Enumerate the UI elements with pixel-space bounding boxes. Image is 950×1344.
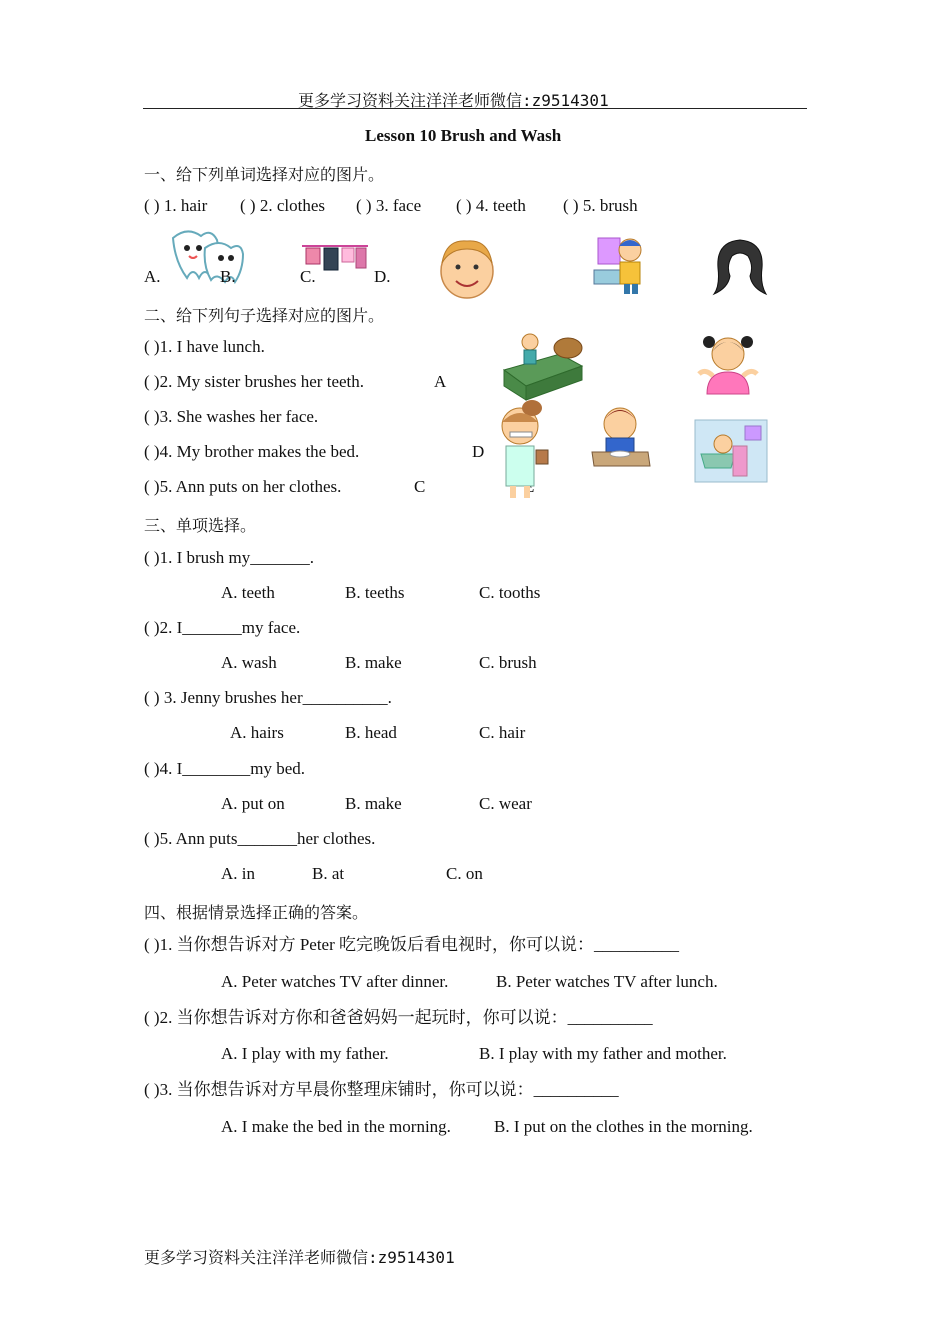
label-d: D. <box>374 267 391 286</box>
section-3-heading: 三、单项选择。 <box>144 516 257 535</box>
sentence-item-3: ( )3. She washes her face. <box>144 407 319 426</box>
label-b: B. <box>220 267 236 286</box>
scenario-option-3a: A. I make the bed in the morning. <box>221 1117 451 1136</box>
mc-option-1a: A. teeth <box>221 583 275 602</box>
put-on-clothes-picture-icon <box>693 330 763 398</box>
section-1-heading: 一、给下列单词选择对应的图片。 <box>144 165 385 184</box>
word-item-teeth: ( ) 4. teeth <box>456 196 526 215</box>
mc-option-4c: C. wear <box>479 794 532 813</box>
mc-option-2b: B. make <box>345 653 402 672</box>
mc-option-5b: B. at <box>312 864 345 883</box>
mc-option-2a: A. wash <box>221 653 277 672</box>
scenario-option-3b: B. I put on the clothes in the morning. <box>494 1117 753 1136</box>
sentence-item-1: ( )1. I have lunch. <box>144 337 265 356</box>
label-c: C. <box>300 267 316 286</box>
mc-question-2: ( )2. I_______my face. <box>144 618 301 637</box>
page-footer: 更多学习资料关注洋洋老师微信:z9514301 <box>144 1248 455 1267</box>
sentence-item-2: ( )2. My sister brushes her teeth. <box>144 372 365 391</box>
picture-label-d: D <box>472 442 485 461</box>
mc-option-5c: C. on <box>446 864 483 883</box>
mc-option-1c: C. tooths <box>479 583 541 602</box>
mc-question-3: ( ) 3. Jenny brushes her__________. <box>144 688 392 707</box>
scenario-question-2: ( )2. 当你想告诉对方你和爸爸妈妈一起玩时，你可以说：__________ <box>144 1008 653 1027</box>
word-item-face: ( ) 3. face <box>356 196 422 215</box>
word-item-clothes: ( ) 2. clothes <box>240 196 325 215</box>
page-header: 更多学习资料关注洋洋老师微信:z9514301 <box>298 91 609 110</box>
mc-question-4: ( )4. I________my bed. <box>144 759 306 778</box>
picture-label-c: C <box>414 477 426 496</box>
label-a: A. <box>144 267 161 286</box>
hair-picture-icon <box>710 238 770 296</box>
mc-option-2c: C. brush <box>479 653 537 672</box>
scenario-question-1: ( )1. 当你想告诉对方 Peter 吃完晚饭后看电视时，你可以说：__________ <box>144 935 680 954</box>
have-lunch-picture-icon <box>590 402 652 468</box>
page-title: Lesson 10 Brush and Wash <box>365 126 562 145</box>
section-4-heading: 四、根据情景选择正确的答案。 <box>144 903 369 922</box>
picture-label-a: A <box>434 372 447 391</box>
header-rule <box>143 108 807 109</box>
mc-option-3c: C. hair <box>479 723 526 742</box>
scenario-option-1a: A. Peter watches TV after dinner. <box>221 972 449 991</box>
mc-option-3b: B. head <box>345 723 397 742</box>
sister-brush-teeth-picture-icon <box>492 400 554 500</box>
word-item-hair: ( ) 1. hair <box>144 196 208 215</box>
word-item-brush: ( ) 5. brush <box>563 196 638 215</box>
make-bed-picture-icon <box>500 330 586 402</box>
scenario-option-2b: B. I play with my father and mother. <box>479 1044 727 1063</box>
sentence-item-4: ( )4. My brother makes the bed. <box>144 442 360 461</box>
mc-option-4a: A. put on <box>221 794 285 813</box>
mc-option-3a: A. hairs <box>230 723 284 742</box>
face-picture-icon <box>436 237 498 299</box>
section-2-heading: 二、给下列句子选择对应的图片。 <box>144 306 385 325</box>
mc-option-4b: B. make <box>345 794 402 813</box>
mc-question-5: ( )5. Ann puts_______her clothes. <box>144 829 376 848</box>
mc-option-5a: A. in <box>221 864 255 883</box>
scenario-option-1b: B. Peter watches TV after lunch. <box>496 972 718 991</box>
scenario-question-3: ( )3. 当你想告诉对方早晨你整理床铺时，你可以说：__________ <box>144 1080 619 1099</box>
mc-question-1: ( )1. I brush my_______. <box>144 548 314 567</box>
brush-teeth-boy-picture-icon <box>590 232 658 298</box>
wash-face-picture-icon <box>695 420 767 482</box>
sentence-item-5: ( )5. Ann puts on her clothes. <box>144 477 342 496</box>
scenario-option-2a: A. I play with my father. <box>221 1044 389 1063</box>
mc-option-1b: B. teeths <box>345 583 405 602</box>
